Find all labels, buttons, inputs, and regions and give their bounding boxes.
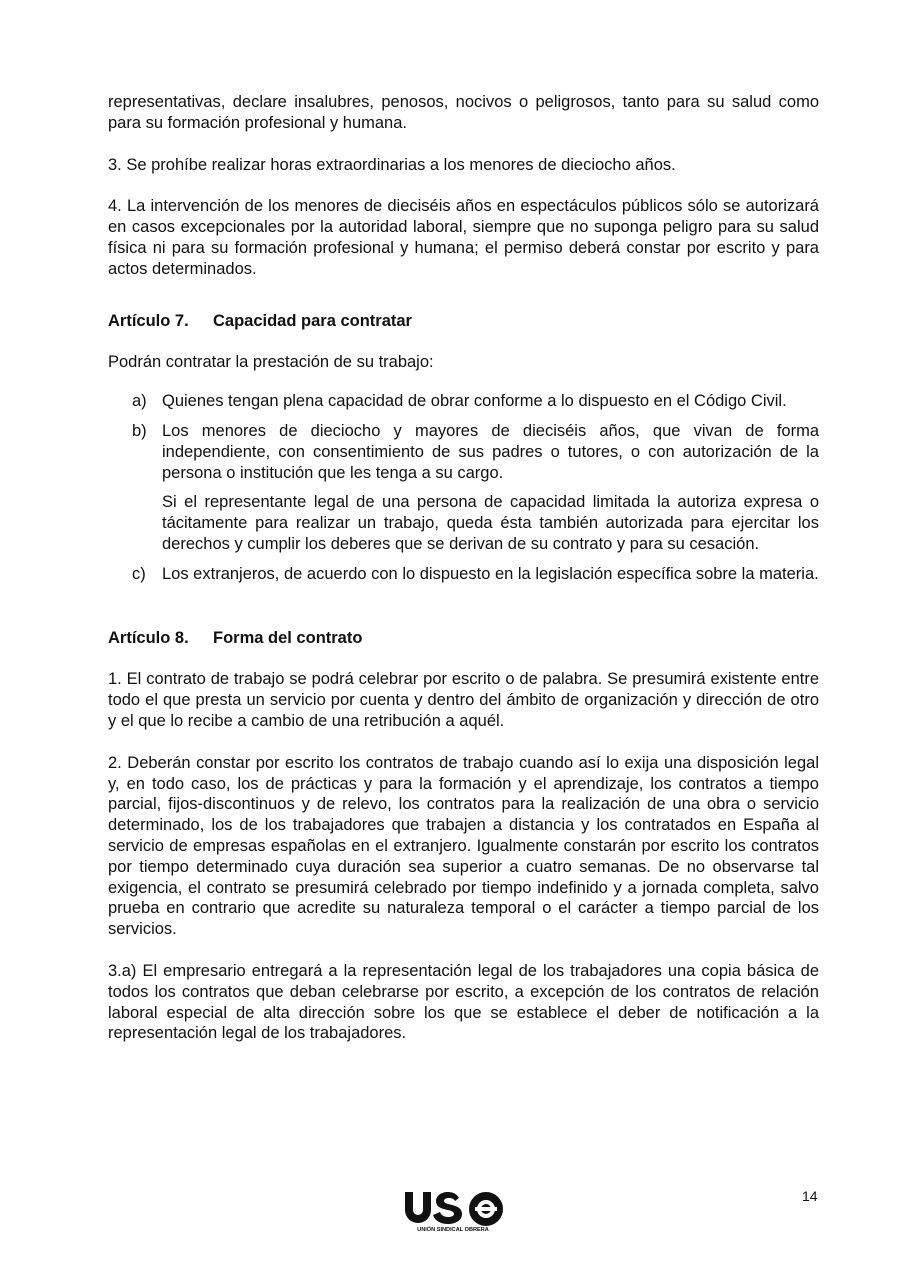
article-8-number: Artículo 8. [108,628,189,647]
list-item [108,564,819,585]
article-7-intro: Podrán contratar la prestación de su trabajo: [108,353,434,372]
paragraph-3: 3. Se prohíbe realizar horas extraordinarias a los menores de dieciocho años. [108,155,676,174]
article-7-heading [108,311,819,332]
uso-logo-icon [402,1190,504,1234]
page-number: 14 [802,1188,818,1204]
paragraph-4: 4. La intervención de los menores de dieciséis años en espectáculos públicos sólo se autorizará en casos excepcionales por la autoridad laboral, siempre que no suponga peligro para su salud física ni para su formación profesional y humana; el permiso deberá constar por escrito y para actos determinados. [108,197,819,278]
article-7-list [108,391,819,584]
document-body [108,92,819,1044]
article-7-title: Capacidad para contratar [213,311,412,330]
list-item [108,391,819,412]
uso-logo [402,1190,504,1234]
list-marker: b) [132,421,147,440]
article-7-number: Artículo 7. [108,311,189,330]
article-8-paragraph-1: 1. El contrato de trabajo se podrá celebrar por escrito o de palabra. Se presumirá existente entre todo el que presta un servicio por cuenta y dentro del ámbito de organización y dirección de otro y el que lo recibe a cambio de una retribución a aquél. [108,670,819,730]
article-8-title: Forma del contrato [213,628,363,647]
list-marker: c) [132,564,146,583]
paragraph-continuation: representativas, declare insalubres, penosos, nocivos o peligrosos, tanto para su salud como para su formación profesional y humana. [108,93,819,132]
list-item-text: Los menores de dieciocho y mayores de dieciséis años, que vivan de forma independiente, con consentimiento de sus padres o tutores, o con autorización de la persona o institución que les tenga a su cargo. [162,421,819,482]
list-item-extra-text: Si el representante legal de una persona de capacidad limitada la autoriza expresa o tácitamente para realizar un trabajo, queda ésta también autorizada para ejercitar los derechos y cumplir los deberes que se derivan de su contrato y para su cesación. [162,493,819,553]
article-8-heading [108,628,819,649]
list-item-text: Quienes tengan plena capacidad de obrar conforme a lo dispuesto en el Código Civil. [162,392,787,411]
logo-subtitle: UNIÓN SINDICAL OBRERA [417,1227,489,1233]
list-marker: a) [132,392,147,411]
list-item-text: Los extranjeros, de acuerdo con lo dispuesto en la legislación específica sobre la materia. [162,564,819,583]
article-8-paragraph-2: 2. Deberán constar por escrito los contratos de trabajo cuando así lo exija una disposición legal y, en todo caso, los de prácticas y para la formación y el aprendizaje, los contratos a tiempo parcial, fijos-discontinuos y de relevo, los contratos para la realización de una obra o servicio determinado, los de los trabajadores que trabajen a distancia y los contratados en España al servicio de empresas españolas en el extranjero. Igualmente constarán por escrito los contratos por tiempo determinado cuya duración sea superior a cuatro semanas. De no observarse tal exigencia, el contrato se presumirá celebrado por tiempo indefinido y a jornada completa, salvo prueba en contrario que acredite su naturaleza temporal o el carácter a tiempo parcial de los servicios. [108,753,819,939]
article-8-paragraph-3: 3.a) El empresario entregará a la representación legal de los trabajadores una copia básica de todos los contratos que deban celebrarse por escrito, a excepción de los contratos de relación laboral especial de alta dirección sobre los que se establece el deber de notificación a la representación legal de los trabajadores. [108,961,819,1043]
list-item [108,421,819,555]
